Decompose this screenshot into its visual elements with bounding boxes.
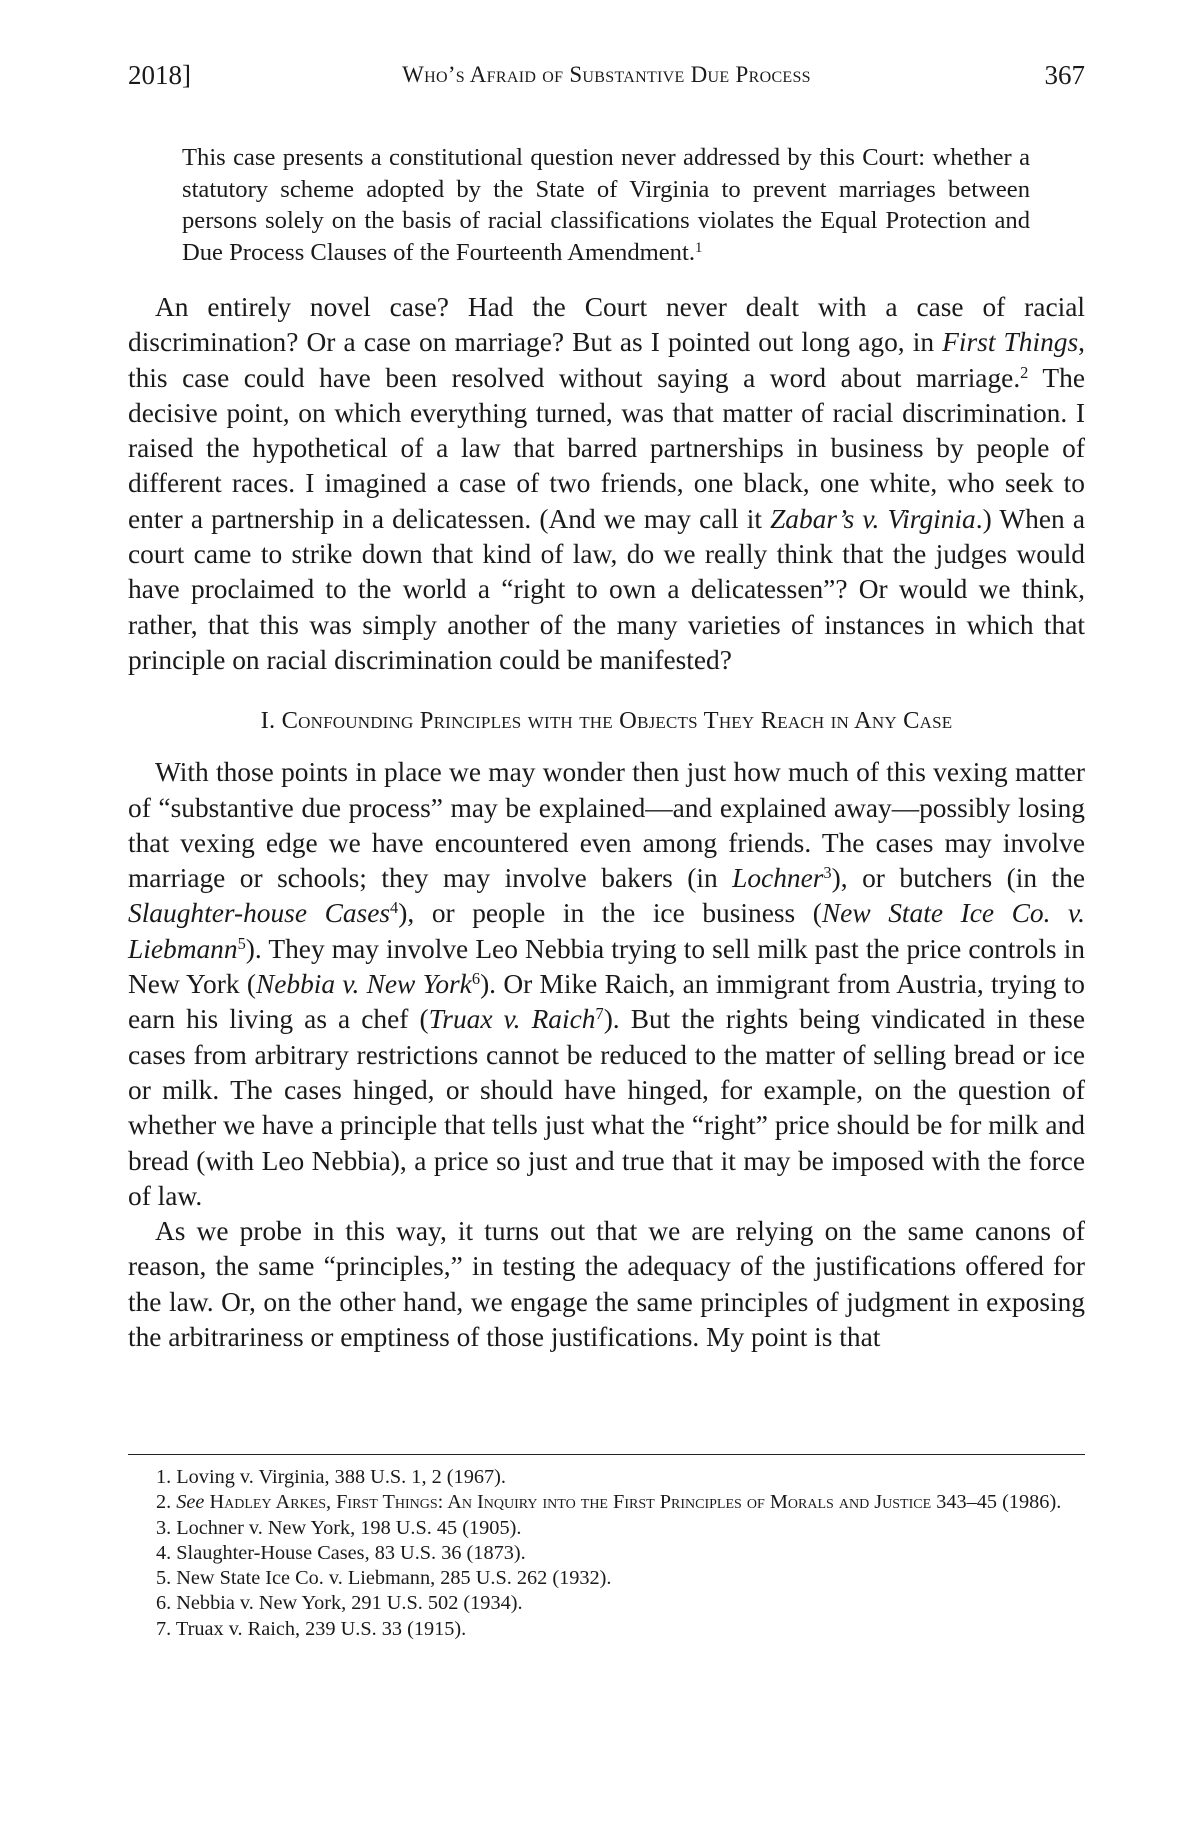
paragraph-vexing-matter <box>128 755 1085 1214</box>
case-name-lochner: Lochner <box>732 863 824 894</box>
text-run: , this case could have been resolved without saying a word about marriage. <box>128 327 1085 393</box>
case-name-truax: Truax v. Raich <box>428 1004 596 1035</box>
pin-cite: 343–45 (1986). <box>931 1491 1062 1514</box>
block-quote-text: This case presents a constitutional question never addressed by this Court: whether a statutory scheme adopted by the State of Virginia to prevent marriages between persons solely on the basis of racial classifications violates the Equal Protection and Due Process Clauses of the Fourteenth Amendment. <box>182 144 1030 266</box>
text-run: The decisive point, on which everything turned, was that matter of racial discrimination. I raised the hypothetical of a law that barred partnerships in business by people of different races. I imagined a case of two friends, one black, one white, who seek to enter a partnership in a delicatessen. (And we may call it <box>128 362 1085 534</box>
footnote-ref-7[interactable]: 7 <box>595 1004 604 1024</box>
running-head-year: 2018] <box>128 60 191 90</box>
section-number: I. <box>260 707 276 735</box>
footnote-5: 5. New State Ice Co. v. Liebmann, 285 U.S. 262 (1932). <box>156 1567 612 1590</box>
footnote-4: 4. Slaughter-House Cases, 83 U.S. 36 (1873). <box>156 1541 526 1564</box>
text-run: .) When a court came to strike down that kind of law, do we really think that the judges would have proclaimed to the world a “right to own a delicatessen”? Or would we think, rather, that this was simply another of the many varieties of instances in which that principle on racial discrimination could be manifested? <box>128 503 1085 675</box>
case-name-nebbia: Nebbia v. New York <box>255 969 472 1000</box>
footnote-number: 2. <box>156 1491 177 1514</box>
case-name-new-state-ice: New State Ice Co. v. Liebmann <box>128 898 1085 964</box>
text-run: ), or people in the ice business ( <box>398 898 822 929</box>
running-head-title: Who’s Afraid of Substantive Due Process <box>402 62 811 87</box>
text-run: With those points in place we may wonder then just how much of this vexing matter of “substantive due process” may be explained—and explained away—possibly losing that vexing edge we have encountered even among friends. The cases may involve marriage or schools; they may involve bakers (in <box>128 757 1085 894</box>
footnote-ref-1[interactable]: 1 <box>694 239 703 256</box>
signal-see: See <box>176 1491 205 1514</box>
book-title: First Things: An Inquiry into the First Principles of Morals and Justice <box>336 1491 932 1514</box>
footnote-1: 1. Loving v. Virginia, 388 U.S. 1, 2 (1967). <box>156 1466 506 1488</box>
paragraph-novel-case <box>128 290 1085 678</box>
page-number: 367 <box>1044 60 1085 90</box>
case-name-zabars: Zabar’s v. Virginia <box>770 503 976 534</box>
text-run: ). Or Mike Raich, an immigrant from Austria, trying to earn his living as a chef ( <box>128 969 1085 1035</box>
text-run: ). But the rights being vindicated in these cases from arbitrary restrictions cannot be reduced to the matter of selling bread or ice or milk. The cases hinged, or should have hinged, for example, on the question of whether we have a principle that tells just what the “right” price should be for milk and bread (with Leo Nebbia), a price so just and true that it may be imposed with the force of law. <box>128 1004 1085 1211</box>
running-head <box>128 57 1085 93</box>
section-heading <box>128 705 1085 737</box>
body-text <box>128 142 1085 1355</box>
footnote-6: 6. Nebbia v. New York, 291 U.S. 502 (1934). <box>156 1592 523 1615</box>
paragraph-probe: As we probe in this way, it turns out that we are relying on the same canons of reason, the same “principles,” in testing the adequacy of the justifications offered for the law. Or, on the other hand, we engage the same principles of judgment in exposing the arbitrariness or emptiness of those justifications. My point is that <box>128 1216 1085 1353</box>
text-run: ). They may involve Leo Nebbia trying to sell milk past the price controls in New York ( <box>128 933 1085 1000</box>
case-name-slaughter-house: Slaughter-house Cases <box>128 898 391 929</box>
footnote-ref-4[interactable]: 4 <box>390 898 399 918</box>
citation-first-things: First Things <box>942 327 1079 358</box>
footnote-2: 2. See Hadley Arkes, First Things: An Inquiry into the First Principles of Morals and Justice 343–45 (1986). <box>156 1491 1062 1514</box>
text-run: An entirely novel case? Had the Court never dealt with a case of racial discrimination? Or a case on marriage? But as I pointed out long ago, in <box>128 292 1085 358</box>
footnote-3: 3. Lochner v. New York, 198 U.S. 45 (1905). <box>156 1516 522 1539</box>
author-name: Hadley Arkes <box>209 1491 326 1514</box>
footnote-ref-2[interactable]: 2 <box>1020 362 1029 382</box>
section-title: Confounding Principles with the Objects They Reach in Any Case <box>281 707 953 735</box>
text-run: ), or butchers (in the <box>831 863 1086 894</box>
footnote-ref-3[interactable]: 3 <box>823 863 832 883</box>
footnotes <box>128 1454 1085 1642</box>
footnote-7: 7. Truax v. Raich, 239 U.S. 33 (1915). <box>156 1617 467 1640</box>
block-quote <box>182 142 1030 268</box>
footnote-ref-5[interactable]: 5 <box>237 933 246 953</box>
footnote-divider <box>128 1454 1085 1455</box>
footnote-ref-6[interactable]: 6 <box>471 969 481 989</box>
